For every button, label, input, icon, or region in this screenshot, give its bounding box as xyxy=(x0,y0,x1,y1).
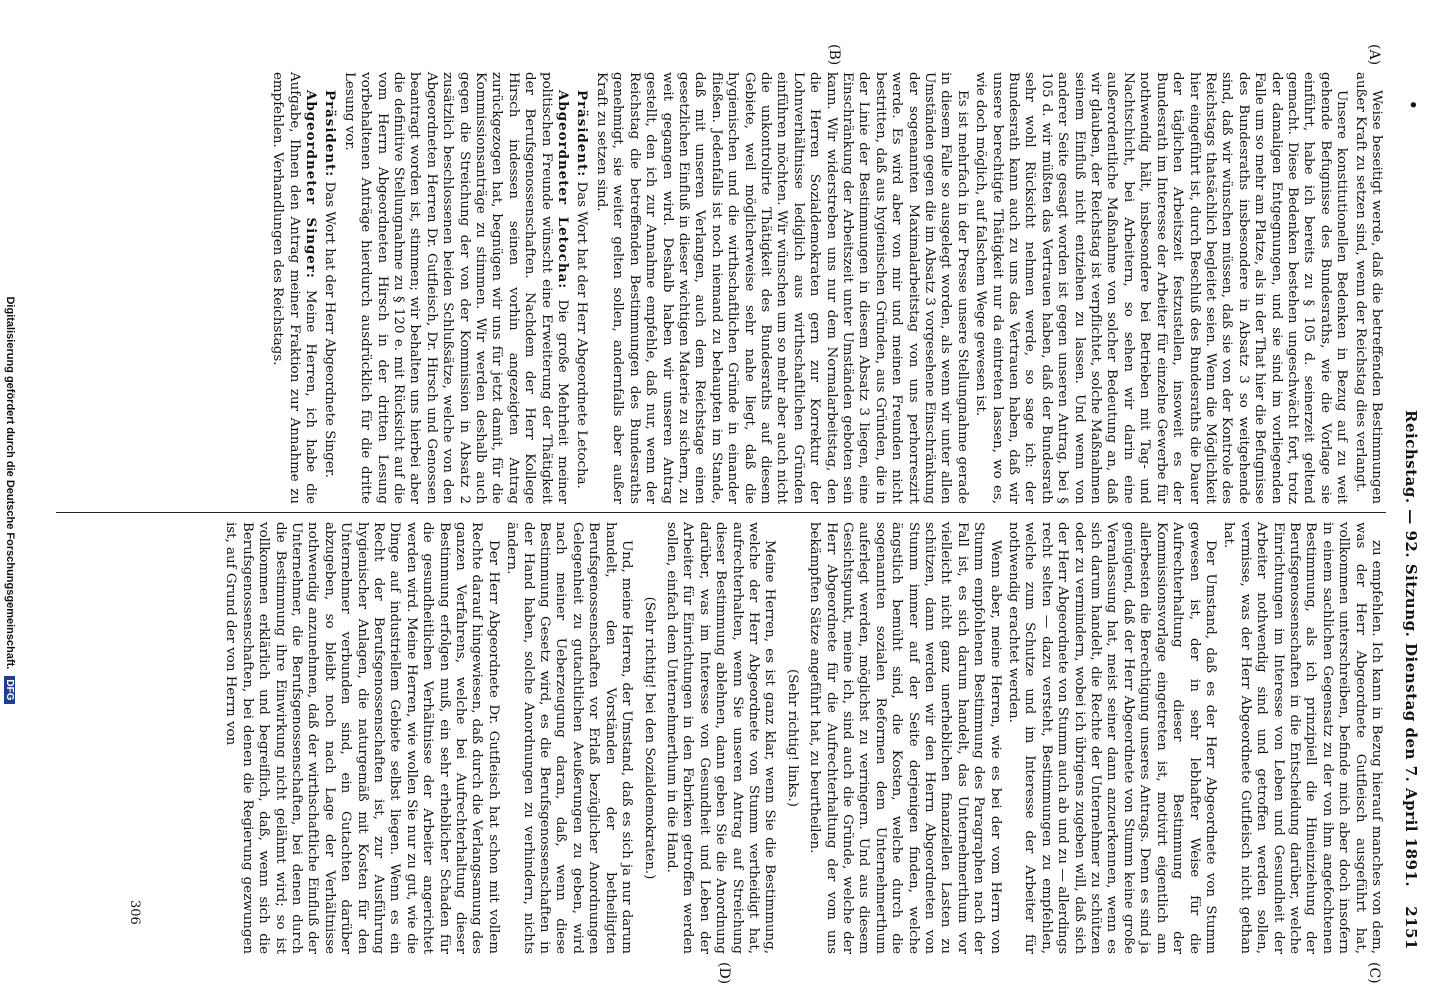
speech-text: Das Wort hat der Herr Abgeordnete Singer. xyxy=(322,181,338,478)
margin-mark-a: (A) xyxy=(1366,44,1382,66)
left-paragraph: Weise beseitigt werde, daß die betreffenden Bestimmungen außer Kraft zu setzen sind, wenn der Reichstag dies verlangt. xyxy=(1352,72,1384,504)
right-paragraph: Wenn aber, meine Herren, wie es bei der vom Herrn von Stumm empfohlenen Bestimmung des Paragraphen nach der Fall ist, es sich darum handelt, das Unternehmerthum vor vielleicht nicht ganz unerheblichen finanziellen Lasten zu schützen, dann werden wir den Herrn Abgeordneten von Stumm immer auf der Seite derjenigen finden, welche ängstlich bemüht sind, die Kosten, welche durch die sogenannten sozialen Reformen dem Unternehmerthum auferlegt werden, möglichst zu verringern. Und aus diesem Gesichtspunkt, meine ich, sind auch die Gründe, welche der Herr Abgeordnete für die Aufrechterhaltung der vom uns bekämpften Sätze angeführt hat, zu beurtheilen. xyxy=(807,522,1003,954)
dfg-logo: DFG xyxy=(4,676,15,703)
speaker-name: Präsident: xyxy=(574,90,591,178)
left-column xyxy=(270,72,1384,504)
header-dot: • xyxy=(1404,100,1422,111)
right-column xyxy=(44,522,1384,954)
interjection: (Sehr richtig! links.) xyxy=(784,669,800,807)
margin-mark-d: (D) xyxy=(716,962,732,985)
page-header xyxy=(1398,70,1420,960)
right-paragraph: zu empfehlen. Ich kann in Bezug hierauf manches von dem, was der Herr Abgeordnete Gutfleisch ausgeführt hat, vollkommen unterschreiben, befinde mich aber doch insofern in einem sachlichen Gegensatz zu der von ihm angefochtenen Bestimmung, als ich prinzipiell die Hineinziehung der Berufsgenossenschaften in die Entscheidung darüber, welche Einrichtungen im Interesse von Leben und Gesundheit der Arbeiter nothwendig sind und getroffen werden sollen, vermisse, was der Herr Abgeordnete Gutfleisch nicht gethan hat. xyxy=(1221,522,1384,954)
speech-text: Meine Herren, ich habe die Aufgabe, Ihnen den Antrag meiner Fraktion zur Annahme zu empfehlen. Verhandlungen des Reichstags. xyxy=(270,72,318,504)
margin-mark-b: (B) xyxy=(826,44,842,66)
left-paragraph xyxy=(269,72,319,504)
page-number: 2151 xyxy=(1402,906,1420,950)
right-paragraph: Und, meine Herren, der Umstand, daß es sich ja nur darum handelt, den Vorständen der betheiligten Berufsgenossenschaften vor Erlaß bezüglicher Anordnungen Gelegenheit zu gutachtlichen Aeußerungen zu geben, wird nach meiner Ueberzeugung daran, daß, wenn diese Bestimmung Gesetz wird, es die Berufsgenossenschaften in der Hand haben, solche Anordnungen zu verhindern, nichts ändern. xyxy=(504,522,635,954)
right-paragraph: Meine Herren, es ist ganz klar, wenn Sie die Bestimmung, welche der Herr Abgeordnete von Stumm vertheidigt hat, aufrechterhalten, wenn Sie unseren Antrag auf Streichung dieser Bestimmung ablehnen, dann geben Sie die Anordnung darüber, was im Interesse von Gesundheit und Leben der Arbeiter für Einrichtungen in den Fabriken getroffen werden sollen, einfach dem Unternehmerthum in die Hand. xyxy=(663,522,778,954)
left-paragraph xyxy=(573,72,590,504)
left-paragraph: Unsere konstitutionellen Bedenken in Bezug auf zu weit gehende Befugnisse des Bundesraths, wie die Vorlage sie einführt, habe ich bereits zu § 105 d. seinerzeit geltend gemacht. Diese Bedenken bestehen ungeschwächt fort, trotz der damaligen Entgegnungen, und sie sind im vorliegenden Falle um so mehr am Platze, als in der That hier die Befugnisse des Bundesraths insbesondere in Absatz 3 so weitgehende sind, daß wir wünschen müssen, daß sie von der Kontrole des Reichstags thatsächlich begleitet seien. Wenn die Möglichkeit hier eingeführt ist, durch Beschluß des Bundesraths die Dauer der täglichen Arbeitszeit festzustellen, insoweit es der Bundesrath im Interesse der Arbeiter für einzelne Gewerbe für nothwendig hält, insbesondere bei Betrieben mit Tag- und Nachtschicht, bei Arbeitern, so sehen wir darin eine außerordentliche Maßnahme von solcher Bedeutung an, daß wir glauben, der Reichstag ist verpflichtet, solche Maßnahmen seinem Einfluß nicht entziehen zu lassen. Und wenn von anderer Seite gesagt worden ist gegen unseren Antrag, bei § 105 d. wir müßten das Vertrauen haben, daß der Bundesrath sehr wohl Rücksicht nehmen werde, so sage ich: der Bundesrath kann auch zu uns das Vertrauen haben, daß wir unsere berechtigte Thätigkeit nur da eintreten lassen, wo es, wie doch möglich, auf falschem Wege gewesen ist. xyxy=(973,72,1350,504)
sheet-number: 306 xyxy=(127,900,142,925)
interjection: (Sehr richtig! bei den Sozialdemokraten.) xyxy=(641,596,657,880)
left-paragraph xyxy=(321,72,338,504)
right-paragraph: Der Herr Abgeordnete Dr. Gutfleisch hat schon mit vollem Rechte darauf hingewiesen, daß durch die Verlangsamung des ganzen Verfahrens, welche bei Aufrechterhaltung dieser Bestimmung erfolgen muß, ein sehr erheblicher Schaden für die gesundheitlichen Verhältnisse der Arbeiter angerichtet werden wird. Meine Herren, wie wollen Sie nur zu gut, wie die Dinge auf industriellem Gebiete selbst liegen. Wenn es ein Recht der Berufsgenossenschaften ist, zur Ausführung hygienischer Anlagen, die naturgemäß mit Kosten für den Unternehmer verbunden sind, ein Gutachten darüber abzugeben, so bleibt noch nach Lage der Verhältnisse nothwendig anzunehmen, daß der wirthschaftliche Einfluß der Unternehmer, die Berufsgenossenschaften, bei denen durch die Bestimmung ihre Einwirkung nicht gelähmt wird; so ist vollkommen erklärlich und begreiflich, daß, wenn sich die Berufsgenossenschaften, bei denen die Regierung gezwungen ist, auf Grund der von Herrn von xyxy=(223,522,501,954)
left-paragraph: Es ist mehrfach in der Presse unsere Stellungnahme gerade in diesem Falle so ausgelegt worden, als wenn wir unter allen Umständen gegen die im Absatz 3 vorgesehene Einschränkung der sogenannten Maximalarbeitstag von uns perhorreszirt werde. Es wird aber von mir und meinen Freunden nicht bestritten, daß aus hygienischen Gründen, aus Gründen, die in der Linie der Bestimmungen in diesem Absatz 3 liegen, eine Einschränkung der Arbeitszeit unter Umständen geboten sein kann. Wir widerstreben uns nur dem Normalarbeitstag, den die Herren Sozialdemokraten gern zur Korrektur der Lohnverhältnisse lediglich aus wirthschaftlichen Gründen einführen möchten. Wir wünschen um so mehr aber auch nicht die unkontrolirte Thätigkeit des Bundesraths auf diesem Gebiete, weil möglicherweise sehr nahe liegt, daß die hygienischen und die wirthschaftlichen Gründe in einander fließen. Jedenfalls ist noch niemand zu behaupten im Stande, daß mit unseren Verlangen, auch dem Reichstage einen gesetzlichen Einfluß in dieser wichtigen Materie zu sichern, zu weit gegangen wird. Deshalb haben wir unseren Antrag gestellt, den ich zur Annahme empfehle, daß nur, wenn der Reichstag die betreffenden Bestimmungen des Bundesraths genehmigt, sie weiter gelten sollen, andernfalls aber außer Kraft zu setzen sind. xyxy=(593,72,970,504)
speaker-name: Abgeordneter Letocha: xyxy=(555,90,572,290)
right-paragraph: Der Umstand, daß es der Herr Abgeordnete von Stumm gewesen ist, der in sehr lebhafter Weise für die Aufrechterhaltung dieser Bestimmung der Kommissionsvorlage eingetreten ist, motivirt eigentlich am allerbesten die Berechtigung unseres Antrags. Denn es sind ja genügend, daß der Herr Abgeordnete von Stumm keine große Veranlassung hat, meist seiner dann anzuerkennen, wenn es sich darum handelt, die Rechte der Unternehmer zu schützen oder zu vermindern, wobei ich übrigens zugeben will, daß sich der Herr Abgeordnete von Stumm auch ab und zu — allerdings recht selten — dazu versteht, Bestimmungen zu empfehlen, welche zum Schutze und im Interesse der Arbeiter für nothwendig erachtet werden. xyxy=(1006,522,1218,954)
running-title: Reichstag. — 92. Sitzung. Dienstag den 7. April 1891. xyxy=(1402,410,1420,888)
speaker-name: Präsident: xyxy=(322,90,339,178)
digitization-credit xyxy=(4,0,16,1000)
left-paragraph xyxy=(340,72,571,504)
margin-mark-c: (C) xyxy=(1366,962,1382,984)
column-divider xyxy=(56,512,1386,513)
speech-text: Das Wort hat der Herr Abgeordnete Letocha. xyxy=(574,181,590,489)
speaker-name: Abgeordneter Singer: xyxy=(303,90,319,279)
speech-text: Die große Mehrheit meiner politischen Freunde wünscht eine Erweiterung der Thätigkeit der Berufsgenossenschaften. Nachdem der Herr Kollege Hirsch indessen seinen vorhin angezeigten Antrag zurückgezogen hat, begnügen wir uns für jetzt damit, für die Kommissionsanträge zu stimmen. Wir werden deshalb auch gegen die Streichung der von der Kommission in Absatz 2 zusätzlich beschlossenen beiden Schlußsätze, welche von den Abgeordneten Herren Dr. Gutfleisch, Dr. Hirsch und Genossen beantragt worden ist, stimmen; wir behalten uns hierbei aber die definitive Stellungnahme zu § 120 e. mit Rücksicht auf die vom Herrn Abgeordneten Hirsch in der dritten Lesung vorbehaltenen Anträge hierdurch ausdrücklich für die dritte Lesung vor. xyxy=(341,72,571,504)
credit-text: Digitalisierung gefördert durch die Deutsche Forschungsgemeinschaft. xyxy=(4,296,16,670)
